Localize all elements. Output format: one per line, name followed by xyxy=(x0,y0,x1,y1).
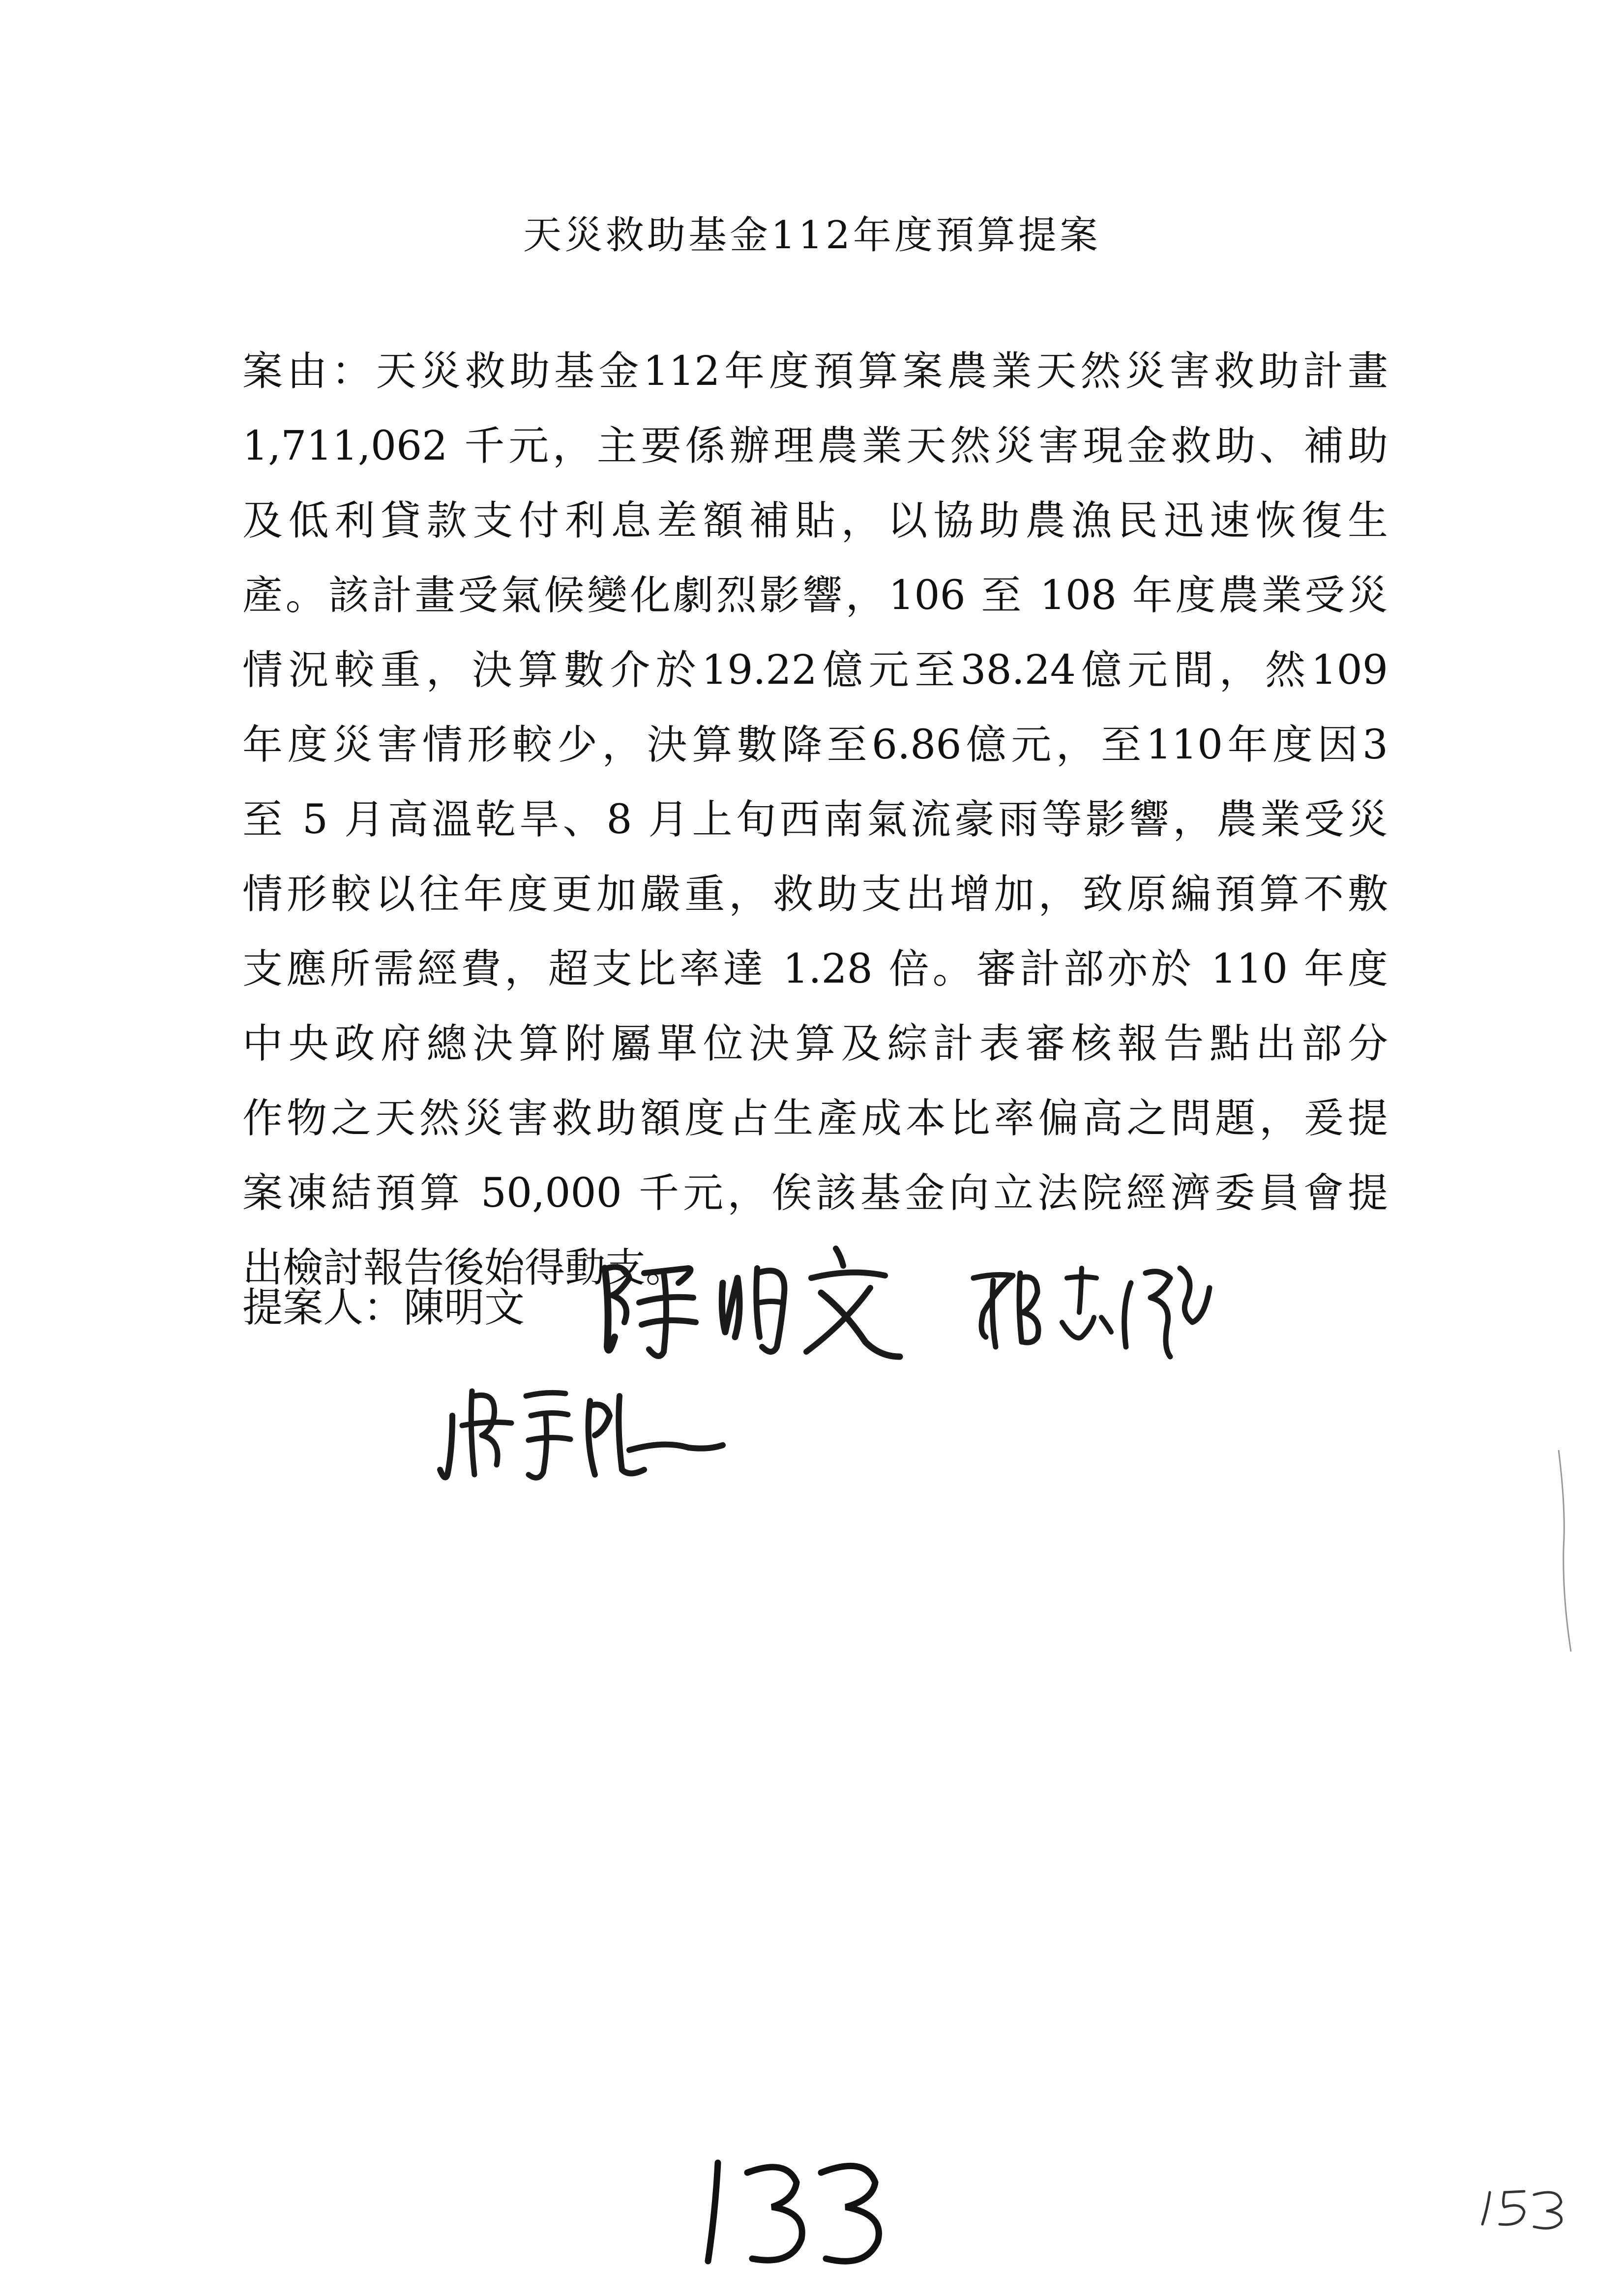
body-line: 情況較重，決算數介於19.22億元至38.24億元間，然109 xyxy=(242,647,1388,694)
body-line: 情形較以往年度更加嚴重，救助支出增加，致原編預算不敷 xyxy=(242,871,1388,918)
signature-chen-ming-wen xyxy=(590,1239,905,1366)
handwritten-page-number xyxy=(688,2153,905,2271)
proposer-label: 提案人：陳明文 xyxy=(242,1284,525,1331)
handwritten-page-number-small xyxy=(1475,2182,1573,2232)
body-line: 中央政府總決算附屬單位決算及綜計表審核報告點出部分 xyxy=(242,1020,1388,1067)
signature-qiu-zhi-wei xyxy=(964,1258,1219,1366)
body-line: 產。該計畫受氣候變化劇烈影響，106 至 108 年度農業受災 xyxy=(242,572,1388,619)
body-line: 案由：天災救助基金112年度預算案農業天然災害救助計畫 xyxy=(242,348,1388,395)
body-line: 案凍結預算 50,000 千元，俟該基金向立法院經濟委員會提 xyxy=(242,1170,1388,1217)
document-title: 天災救助基金112年度預算提案 xyxy=(523,213,1101,258)
body-line: 支應所需經費，超支比率達 1.28 倍。審計部亦於 110 年度 xyxy=(242,946,1388,992)
body-line: 作物之天然災害救助額度占生產成本比率偏高之問題，爰提 xyxy=(242,1095,1388,1142)
proposal-body xyxy=(242,334,1388,1306)
body-line: 出檢討報告後始得動支。 xyxy=(242,1245,686,1291)
body-line: 1,711,062 千元，主要係辦理農業天然災害現金救助、補助 xyxy=(242,423,1388,469)
body-line: 至 5 月高溫乾旱、8 月上旬西南氣流豪雨等影響，農業受災 xyxy=(242,796,1388,843)
scan-edge-mark xyxy=(1549,1450,1578,1657)
body-line: 年度災害情形較少，決算數降至6.86億元，至110年度因3 xyxy=(242,722,1388,768)
signature-chen-ting-fei xyxy=(433,1376,728,1489)
body-line: 及低利貸款支付利息差額補貼，以協助農漁民迅速恢復生 xyxy=(242,497,1388,544)
